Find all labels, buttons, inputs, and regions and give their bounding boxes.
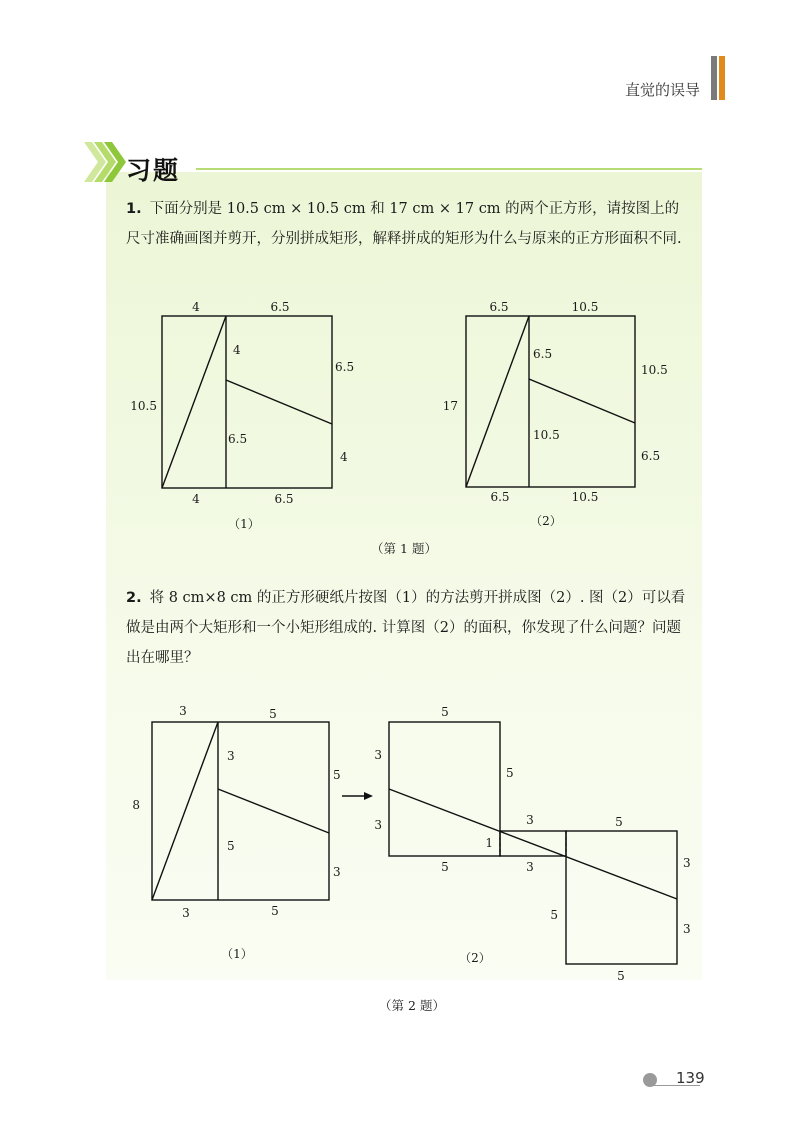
running-head: 直觉的误导 bbox=[624, 81, 700, 99]
q2-fig1-caption: （1） bbox=[221, 947, 253, 961]
q2-fig2-caption: （2） bbox=[459, 951, 491, 965]
q1-fig2-top-left-label: 6.5 bbox=[489, 300, 509, 314]
section-title: 习题 bbox=[126, 156, 181, 185]
q1-figure-1 bbox=[120, 292, 360, 537]
question-2-text: 将 8 cm×8 cm 的正方形硬纸片按图（1）的方法剪开拼成图（2）. 图（2）可以看做是由两个大矩形和一个小矩形组成的. 计算图（2）的面积，你发现了什么问题？问题出在哪里？ bbox=[126, 590, 686, 666]
header-bar-orange bbox=[719, 56, 725, 100]
q1-fig2-bottom-right-label: 10.5 bbox=[571, 490, 599, 504]
q1-fig2-square bbox=[466, 316, 635, 487]
q2-caption: （第 2 题） bbox=[379, 998, 445, 1013]
q2-fig2-bottom-label: 5 bbox=[617, 969, 625, 983]
q2-fig1-square bbox=[152, 722, 329, 900]
q2-fig2-bottom-mid-label: 3 bbox=[526, 860, 534, 874]
q2-fig1-slant-cut bbox=[218, 789, 329, 833]
q2-fig2-lower-left-label: 5 bbox=[550, 908, 558, 922]
q1-fig1-bottom-right-label: 6.5 bbox=[274, 492, 294, 506]
q1-fig2-top-right-label: 10.5 bbox=[571, 300, 599, 314]
q2-fig2-bottom-left-label: 5 bbox=[441, 860, 449, 874]
q1-fig1-square bbox=[162, 316, 332, 488]
q1-fig1-right-top-label: 6.5 bbox=[335, 360, 355, 374]
q2-fig2-right-rect bbox=[566, 831, 677, 964]
q2-fig1-bottom-left-label: 3 bbox=[182, 906, 190, 920]
q1-fig1-top-left-label: 4 bbox=[192, 300, 200, 314]
q2-fig1-right-top-label: 5 bbox=[333, 768, 341, 782]
q1-fig2-inner-top-label: 6.5 bbox=[533, 347, 553, 361]
q2-fig2-left-top-label: 3 bbox=[374, 748, 382, 762]
q1-fig1-diagonal-cut bbox=[162, 316, 226, 488]
question-2 bbox=[126, 583, 686, 673]
q2-fig2-left-bottom-label: 3 bbox=[374, 818, 382, 832]
q2-fig2-right-side-top-label: 3 bbox=[683, 856, 691, 870]
q1-fig2-slant-cut bbox=[529, 379, 635, 423]
question-1-number: 1. bbox=[126, 201, 142, 217]
q1-fig1-top-right-label: 6.5 bbox=[270, 300, 290, 314]
section-rule bbox=[196, 168, 702, 170]
q1-fig1-inner-top-label: 4 bbox=[233, 343, 241, 357]
header-bar-gray bbox=[711, 56, 717, 100]
q2-fig1-inner-bottom-label: 5 bbox=[227, 839, 235, 853]
q1-fig1-slant-cut bbox=[226, 380, 332, 424]
q2-fig2-right-top-label: 5 bbox=[615, 815, 623, 829]
q1-fig2-right-top-label: 10.5 bbox=[641, 363, 668, 377]
q1-caption: （第 1 题） bbox=[371, 541, 437, 556]
q2-fig1-right-bottom-label: 3 bbox=[333, 865, 341, 879]
q1-fig2-bottom-left-label: 6.5 bbox=[490, 490, 510, 504]
q2-fig2-right-side-bottom-label: 3 bbox=[683, 922, 691, 936]
q1-fig1-right-bottom-label: 4 bbox=[340, 450, 348, 464]
q2-fig1-diagonal-cut bbox=[152, 722, 218, 900]
q2-figure-2 bbox=[360, 695, 700, 985]
q1-fig2-left-label: 17 bbox=[442, 399, 458, 413]
question-1 bbox=[126, 194, 686, 254]
q1-figure-2 bbox=[430, 292, 680, 537]
q2-fig2-small-left-label: 1 bbox=[485, 836, 493, 850]
q2-fig2-top-label: 5 bbox=[441, 705, 449, 719]
question-2-number: 2. bbox=[126, 590, 142, 606]
q2-fig1-inner-top-label: 3 bbox=[227, 749, 235, 763]
q1-fig1-inner-bottom-label: 6.5 bbox=[228, 432, 248, 446]
q2-fig2-small-top-label: 3 bbox=[526, 813, 534, 827]
q2-fig2-left-rect bbox=[389, 722, 500, 856]
q2-fig1-bottom-right-label: 5 bbox=[271, 904, 279, 918]
q1-fig2-right-bottom-label: 6.5 bbox=[641, 449, 661, 463]
q1-fig2-diagonal-cut bbox=[466, 316, 529, 487]
q1-fig1-bottom-left-label: 4 bbox=[192, 492, 200, 506]
q2-fig1-top-left-label: 3 bbox=[179, 704, 187, 718]
q1-fig2-inner-bottom-label: 10.5 bbox=[533, 428, 560, 442]
q2-fig2-upper-right-label: 5 bbox=[506, 766, 514, 780]
question-1-text: 下面分别是 10.5 cm × 10.5 cm 和 17 cm × 17 cm 的两个正方形，请按图上的尺寸准确画图并剪开，分别拼成矩形，解释拼成的矩形为什么与原来的正方形面积不同. bbox=[126, 201, 682, 247]
q1-fig1-caption: （1） bbox=[228, 517, 260, 531]
q2-fig2-diagonal bbox=[389, 789, 677, 899]
q1-fig1-left-label: 10.5 bbox=[130, 399, 157, 413]
q2-figure-1 bbox=[120, 695, 360, 970]
q1-fig2-caption: （2） bbox=[530, 514, 562, 528]
q2-fig1-top-right-label: 5 bbox=[269, 707, 277, 721]
page-number: 139 bbox=[676, 1069, 705, 1087]
q2-fig1-left-label: 8 bbox=[132, 798, 140, 812]
